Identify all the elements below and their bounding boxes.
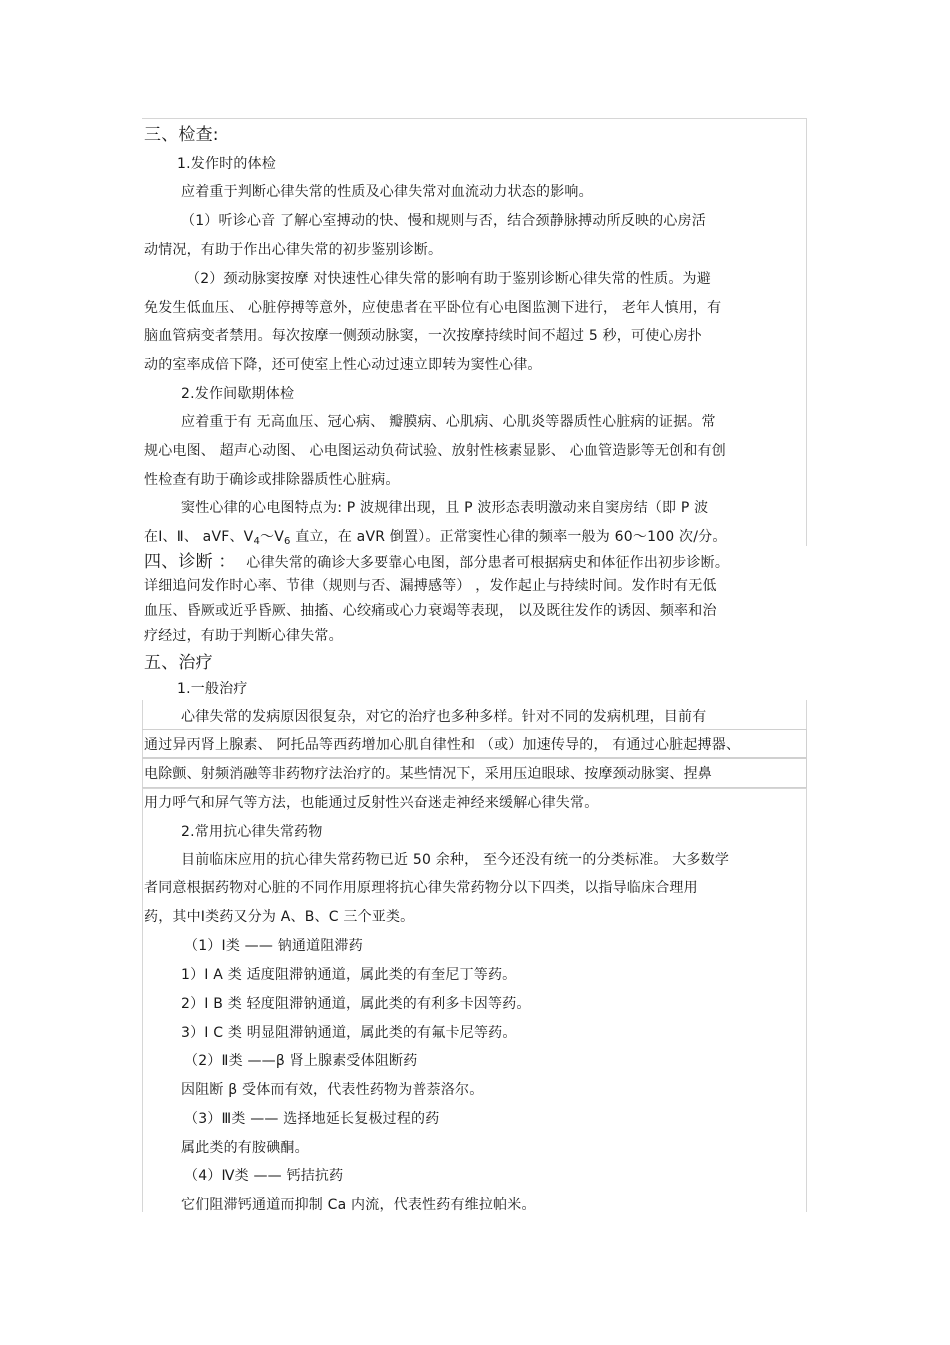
paragraph-line: 目前临床应用的抗心律失常药物已近 50 余种， 至今还没有统一的分类标准。 大多数学 xyxy=(181,852,730,868)
paragraph-line: 电除颤、射频消融等非药物疗法治疗的。某些情况下，采用压迫眼球、按摩颈动脉窦、捏鼻 xyxy=(144,766,712,782)
paragraph-line: 药，其中Ⅰ类药又分为 A、B、C 三个亚类。 xyxy=(144,909,415,925)
subheading-attack-exam: 1.发作时的体检 xyxy=(177,156,276,172)
paragraph-line: 心律失常的发病原因很复杂，对它的治疗也多种多样。针对不同的发病机理，目前有 xyxy=(181,709,707,725)
ecg-text-a: 在Ⅰ、Ⅱ、 aVF、V xyxy=(144,529,254,545)
drug-class-1a: 1）Ⅰ A 类 适度阻滞钠通道，属此类的有奎尼丁等药。 xyxy=(181,967,517,983)
paragraph-line: 应着重于有 无高血压、冠心病、 瓣膜病、心肌病、心肌炎等器质性心脏病的证据。常 xyxy=(181,414,716,430)
drug-class-1c: 3）Ⅰ C 类 明显阻滞钠通道，属此类的有氟卡尼等药。 xyxy=(181,1025,517,1041)
subheading-interval-exam: 2.发作间歇期体检 xyxy=(181,386,295,402)
top-border xyxy=(142,118,806,119)
drug-class-2: （2）Ⅱ类 ——β 肾上腺素受体阻断药 xyxy=(184,1053,418,1069)
drug-class-1b: 2）Ⅰ B 类 轻度阻滞钠通道，属此类的有利多卡因等药。 xyxy=(181,996,531,1012)
paragraph-line: 窦性心律的心电图特点为: P 波规律出现，且 P 波形态表明激动来自窦房结（即 P 波 xyxy=(181,500,709,516)
drug-class-4: （4）Ⅳ类 —— 钙拮抗药 xyxy=(184,1168,344,1184)
drug-class-3-desc: 属此类的有胺碘酮。 xyxy=(181,1140,309,1156)
paragraph-line: （1）听诊心音 了解心室搏动的快、慢和规则与否，结合颈静脉搏动所反映的心房活 xyxy=(181,213,706,229)
drug-class-1: （1）Ⅰ类 —— 钠通道阻滞药 xyxy=(184,938,363,954)
ecg-text-c: 直立，在 aVR 倒置）。正常窦性心律的频率一般为 60～100 次/分。 xyxy=(290,529,727,545)
paragraph-line: （2）颈动脉窦按摩 对快速性心律失常的影响有助于鉴别诊断心律失常的性质。为避 xyxy=(186,271,711,287)
right-border-upper xyxy=(806,118,807,546)
paragraph-line: 性检查有助于确诊或排除器质性心脏病。 xyxy=(144,472,400,488)
paragraph-line: 脑血管病变者禁用。每次按摩一侧颈动脉窦，一次按摩持续时间不超过 5 秒，可使心房扑 xyxy=(144,328,703,344)
row-divider xyxy=(142,788,806,789)
paragraph-line: 动情况，有助于作出心律失常的初步鉴别诊断。 xyxy=(144,242,443,258)
ecg-sub-4: 4 xyxy=(253,536,261,547)
paragraph-line: 规心电图、 超声心动图、 心电图运动负荷试验、放射性核素显影、 心血管造影等无创和有创 xyxy=(144,443,726,459)
diagnosis-first-line xyxy=(144,551,729,573)
drug-class-3: （3）Ⅲ类 —— 选择地延长复极过程的药 xyxy=(184,1111,440,1127)
section-heading-treatment: 五、治疗 xyxy=(144,653,213,673)
paragraph-line: 血压、昏厥或近乎昏厥、抽搐、心绞痛或心力衰竭等表现， 以及既往发作的诱因、频率和治 xyxy=(144,603,717,619)
paragraph-line: 详细追问发作时心率、节律（规则与否、漏搏感等） ，发作起止与持续时间。发作时有无低 xyxy=(144,578,717,594)
ecg-sub-6: 6 xyxy=(284,536,291,547)
subheading-antiarrhythmic-drugs: 2.常用抗心律失常药物 xyxy=(181,824,323,840)
paragraph-line: 应着重于判断心律失常的性质及心律失常对血流动力状态的影响。 xyxy=(181,184,593,200)
paragraph-line: 疗经过，有助于判断心律失常。 xyxy=(144,628,343,644)
paragraph-line: 免发生低血压、 心脏停搏等意外，应使患者在平卧位有心电图监测下进行， 老年人慎用，有 xyxy=(144,300,722,316)
diagnosis-text: 心律失常的确诊大多要靠心电图，部分患者可根据病史和体征作出初步诊断。 xyxy=(246,555,730,571)
paragraph-line: 用力呼气和屏气等方法，也能通过反射性兴奋迷走神经来缓解心律失常。 xyxy=(144,795,599,811)
section-heading-diagnosis: 四、诊断 ： xyxy=(144,552,236,572)
subheading-general-treatment: 1.一般治疗 xyxy=(177,681,248,697)
paragraph-line: 通过异丙肾上腺素、 阿托品等西药增加心肌自律性和 （或）加速传导的， 有通过心脏起搏器、 xyxy=(144,737,741,753)
drug-class-4-desc: 它们阻滞钙通道而抑制 Ca 内流，代表性药有维拉帕米。 xyxy=(181,1197,536,1213)
paragraph-line: 者同意根据药物对心脏的不同作用原理将抗心律失常药物分以下四类，以指导临床合理用 xyxy=(144,880,698,896)
section-heading-exam: 三、检查: xyxy=(144,125,219,145)
paragraph-line-ecg xyxy=(144,528,727,551)
paragraph-line: 动的室率成倍下降，还可使室上性心动过速立即转为窦性心律。 xyxy=(144,357,542,373)
ecg-text-b: ～V xyxy=(260,529,285,545)
drug-class-2-desc: 因阻断 β 受体而有效，代表性药物为普萘洛尔。 xyxy=(181,1082,484,1098)
